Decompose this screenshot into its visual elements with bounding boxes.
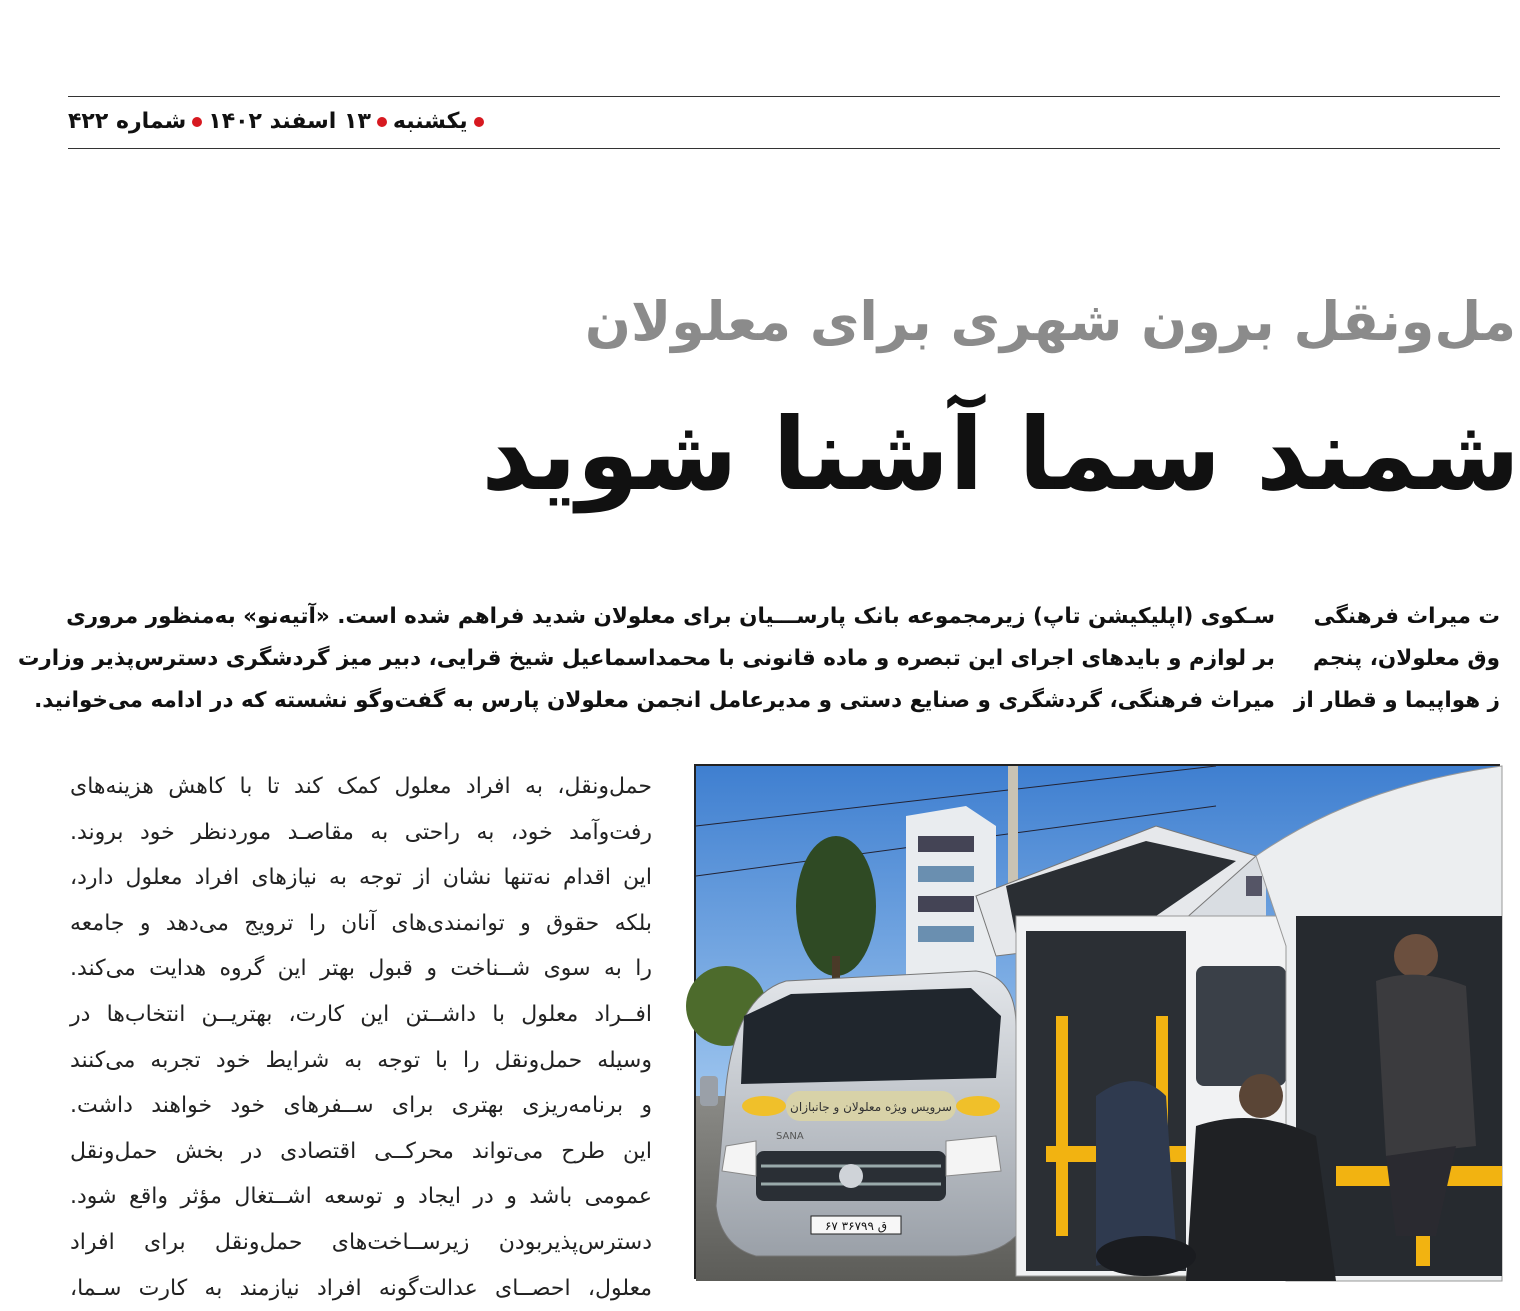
body-line: بلکه حقوق و توانمندی‌های آنان را ترویج می‌دهد و جامعه (70, 910, 652, 936)
masthead-date: ۱۳ اسفند ۱۴۰۲ (208, 109, 371, 134)
body-line: حمل‌ونقل، به افراد معلول کمک کند تا با کاهش هزینه‌های (70, 774, 652, 799)
body-line: این اقدام نه‌تنها نشان از توجه به نیازهای افراد معلول دارد، (70, 865, 652, 891)
van-headlight (946, 1136, 1001, 1176)
bullet-dot-icon (474, 117, 484, 127)
side-lead-line: ز هواپیما و قطار از (1294, 688, 1500, 713)
body-line: معلول، احصــای عدالت‌گونه افراد نیازمند به کارت سـما، (70, 1275, 652, 1301)
van-logo-badge (956, 1096, 1000, 1116)
body-line: دسترس‌پذیربودن زیرســاخت‌های حمل‌ونقل برای افراد (70, 1229, 652, 1255)
person-torso (1186, 1118, 1336, 1281)
masthead-top-rule (68, 96, 1500, 97)
body-line: وسیله حمل‌ونقل را با توجه به شرایط خود تجربه می‌کنند (70, 1047, 652, 1073)
side-window (1196, 966, 1286, 1086)
person-head (1394, 934, 1438, 978)
van-banner-text: سرویس ویژه معلولان و جانبازان (790, 1100, 952, 1114)
lead-line: میراث فرهنگی، گردشگری و صنایع دستی و مدیرعامل انجمن معلولان پارس به گفت‌وگو نشسته که در ادامه می‌خوانید. (34, 688, 1275, 713)
van-logo-badge (742, 1096, 786, 1116)
article-headline: شمند سما آشنا شوید (481, 396, 1520, 513)
masthead-issue: شماره ۴۲۲ (68, 109, 187, 134)
building-window (918, 836, 974, 852)
lift-rail (1056, 1016, 1068, 1236)
person-torso (1376, 975, 1476, 1156)
building-window (918, 926, 974, 942)
body-line: و برنامه‌ریزی بهتری برای ســفرهای خود خواهند داشت. (70, 1093, 652, 1119)
masthead-bottom-rule (68, 148, 1500, 149)
utility-pole (1008, 766, 1018, 896)
van-headlight (722, 1141, 756, 1176)
side-lead-line: ت میراث فرهنگی (1313, 604, 1500, 629)
person-head (1239, 1074, 1283, 1118)
article-lead (17, 596, 1275, 722)
tree (796, 836, 876, 976)
lead-line: بر لوازم و بایدهای اجرای این تبصره و ماده قانونی با محمداسماعیل شیخ قرایی، دبیر میز گردشگری دسترس‌پذیر وزارت (17, 646, 1275, 671)
van-emblem (839, 1164, 863, 1188)
lead-line: سـکوی (اپلیکیشن تاپ) زیرمجموعه بانک پارســـیان برای معلولان شدید فراهم شده است. «آتیه‌نو» به‌منظور مروری (66, 604, 1275, 629)
body-line: رفت‌وآمد خود، به راحتی به مقاصـد موردنظر خود بروند. (70, 819, 652, 845)
side-mirror (700, 1076, 718, 1106)
article-photo (694, 764, 1500, 1279)
van-brand-text: SANA (776, 1131, 804, 1142)
bullet-dot-icon (192, 117, 202, 127)
body-line: این طرح می‌تواند محرکــی اقتصادی در بخش حمل‌ونقل (70, 1138, 652, 1164)
body-line: عمومی باشد و در ایجاد و توسعه اشــتغال مؤثر واقع شود. (70, 1184, 652, 1210)
accessible-van-photo (696, 766, 1502, 1281)
building-window (918, 896, 974, 912)
side-column-lead (1294, 596, 1500, 722)
van-windshield (741, 988, 1001, 1084)
building-window (918, 866, 974, 882)
side-lead-line: وق معلولان، پنجم (1313, 646, 1500, 671)
article-body-column (70, 764, 652, 1301)
bullet-dot-icon (377, 117, 387, 127)
article-kicker: مل‌ونقل برون شهری برای معلولان (584, 290, 1516, 353)
masthead-weekday: یکشنبه (392, 109, 468, 134)
body-line: افــراد معلول با داشــتن این کارت، بهتریــن انتخاب‌ها در (70, 1001, 652, 1027)
building-window (1246, 876, 1262, 896)
masthead (68, 108, 484, 136)
license-plate-text: ۶۷ ق ۳۶۷۹۹ (824, 1219, 888, 1233)
wheelchair-base (1096, 1236, 1196, 1276)
body-line: را به سوی شــناخت و قبول بهتر این گروه هدایت می‌کند. (70, 956, 652, 982)
